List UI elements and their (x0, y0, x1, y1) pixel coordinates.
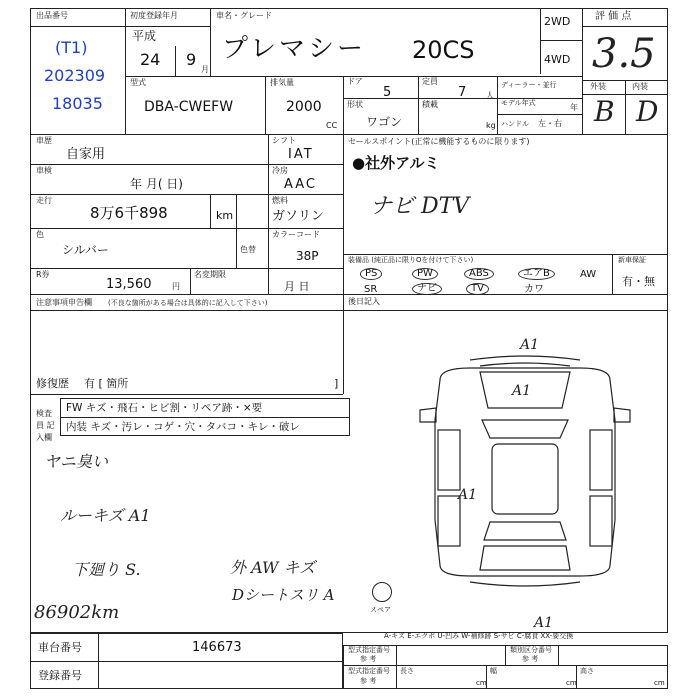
color-change-header: 色替 (240, 245, 256, 254)
inspection-value: 年 月( 日) (130, 177, 183, 191)
repair-value: 有 [ 箇所 (84, 377, 129, 390)
ref-label-2: 参 考 (522, 655, 539, 663)
grade: 20CS (412, 36, 475, 64)
lot-date: 202309 (44, 66, 106, 85)
hand-mileage: 86902km (34, 602, 120, 623)
recycle-unit: 円 (172, 282, 180, 291)
caution-header: 注意事項申告欄 (36, 298, 92, 307)
interior-line: 内装 キズ・汚レ・コゲ・穴・タバコ・キレ・破レ (66, 421, 300, 433)
dealer-header: ディーラー・並行 (501, 81, 557, 89)
damage-legend: A-キズ E-エクボ U-凹み W-補修跡 S-サビ C-腐食 XX-要交換 (384, 632, 574, 640)
roof-mark: A1 (512, 383, 532, 399)
disp-unit: CC (326, 121, 338, 130)
lot-number: 18035 (52, 94, 103, 113)
type-value: DBA-CWEFW (144, 99, 234, 115)
chassis-header: 車台番号 (38, 641, 82, 654)
capacity-unit: 人 (486, 91, 494, 100)
name-change-value: 月 日 (284, 280, 310, 293)
eq-ps: PS (360, 268, 382, 280)
ext-grade: B (594, 95, 615, 128)
side-mark: A1 (458, 487, 478, 503)
eq-sr: SR (364, 284, 378, 295)
hand-note-5: Dシートスリ A (232, 586, 335, 604)
color-value: シルバー (62, 243, 109, 257)
recycle-header: R券 (36, 270, 50, 279)
hand-note-4: 外 AW キズ (230, 558, 316, 577)
mileage-header: 走行 (36, 196, 52, 205)
spare-tire-icon (372, 582, 392, 602)
rear-seat-header: 後日記入 (348, 297, 380, 306)
door-header: ドア (347, 77, 363, 86)
hand-note-2: ルーキズ A1 (60, 506, 151, 525)
shift-header: シフト (272, 136, 296, 145)
model-header: 車名・グレード (216, 11, 272, 20)
mileage-value: 8万6千898 (90, 204, 168, 222)
mileage-unit: km (216, 209, 234, 222)
door-value: 5 (383, 85, 392, 100)
drive-4wd: 4WD (544, 53, 571, 66)
handle-header: ハンドル (501, 120, 529, 128)
type-designation: 型式指定番号 (348, 646, 390, 654)
shift-value: IAT (288, 147, 314, 162)
category-number: 類別区分番号 (510, 646, 552, 654)
disp-header: 排気量 (270, 78, 294, 87)
reg-month: 9 (186, 50, 197, 69)
sales-hand-note: ナビ DTV (370, 194, 470, 219)
fuel-value: ガソリン (272, 209, 325, 224)
reg-header: 登録番号 (38, 669, 82, 682)
inspector-label: 検査員 記入欄 (36, 409, 55, 442)
eq-aw: AW (580, 269, 597, 280)
load-header: 積載 (422, 100, 438, 109)
reg-year: 24 (140, 50, 161, 69)
usage-value: 自家用 (66, 147, 106, 162)
drive-2wd: 2WD (544, 15, 571, 28)
lot-code: (T1) (55, 38, 88, 57)
front-mark: A1 (520, 337, 540, 353)
color-code-header: カラーコード (272, 230, 320, 239)
fuel-header: 燃料 (272, 196, 288, 205)
height-label: 高さ (580, 667, 594, 675)
shape-header: 形状 (347, 100, 363, 109)
sales-header: セールスポイント(正常に機能するものに限ります) (348, 137, 530, 146)
dims-title: 型式指定番号 (348, 667, 390, 675)
ext-header: 外装 (590, 82, 606, 91)
width-unit: cm (566, 679, 577, 687)
ref-label-1: 参 考 (360, 655, 377, 663)
caution-note: (不良な箇所がある場合は具体的に記入して下さい) (108, 299, 268, 307)
eq-abs: ABS (464, 268, 494, 280)
int-grade: D (636, 95, 659, 128)
equipment-header: 装備品 (純正品に限りOを付けて下さい) (348, 256, 474, 264)
era: 平成 (132, 29, 157, 43)
eval-header: 評 価 点 (595, 11, 632, 22)
eq-airbag: エアB (518, 268, 555, 280)
ref-label-3: 参 考 (360, 677, 377, 685)
hand-note-3: 下廻り S. (72, 560, 141, 579)
capacity-value: 7 (458, 85, 467, 100)
inspection-header: 車検 (36, 166, 52, 175)
ac-value: AAC (284, 177, 317, 192)
height-unit: cm (654, 679, 665, 687)
hand-note-1: ヤニ臭い (44, 452, 109, 471)
first-reg-header: 初度登録年月 (130, 11, 178, 20)
color-code-value: 38P (296, 249, 319, 263)
shape-value: ワゴン (366, 115, 403, 129)
capacity-header: 定員 (422, 77, 438, 86)
eval-score: 3.5 (592, 31, 656, 77)
int-header: 内装 (632, 82, 648, 91)
eq-pw: PW (412, 268, 438, 280)
handle-value: 左・右 (538, 119, 562, 128)
repair-label: 修復歴 (36, 377, 69, 390)
recycle-value: 13,560 (106, 277, 152, 292)
chassis-value: 146673 (192, 640, 242, 655)
eq-navi: ナビ (412, 283, 442, 295)
model-name: プレマシー (222, 34, 366, 64)
length-unit: cm (476, 679, 487, 687)
month-unit: 月 (201, 65, 209, 74)
ac-header: 冷房 (272, 166, 288, 175)
load-unit: kg (486, 121, 496, 130)
repair-close: ] (334, 377, 339, 390)
new-car-value: 有・無 (622, 275, 655, 288)
new-car-header: 新車保証 (618, 256, 646, 264)
model-year-header: モデル年式 (501, 99, 536, 107)
length-label: 長さ (400, 667, 414, 675)
sales-point-1: ●社外アルミ (352, 154, 440, 172)
eq-leather: カワ (524, 284, 544, 295)
eq-tv: TV (466, 283, 489, 295)
type-header: 型式 (130, 78, 146, 87)
spare-label: スペア (370, 606, 391, 614)
model-year-unit: 年 (570, 103, 578, 112)
disp-value: 2000 (286, 99, 322, 115)
usage-header: 車歴 (36, 136, 52, 145)
rear-mark: A1 (534, 615, 554, 631)
exterior-line: FW キズ・飛石・ヒビ割・リペア跡・×要 (66, 402, 263, 414)
color-header: 色 (36, 230, 44, 239)
lot-header: 出品番号 (36, 11, 68, 20)
width-label: 幅 (490, 667, 497, 675)
name-change-header: 名変期限 (194, 270, 226, 279)
